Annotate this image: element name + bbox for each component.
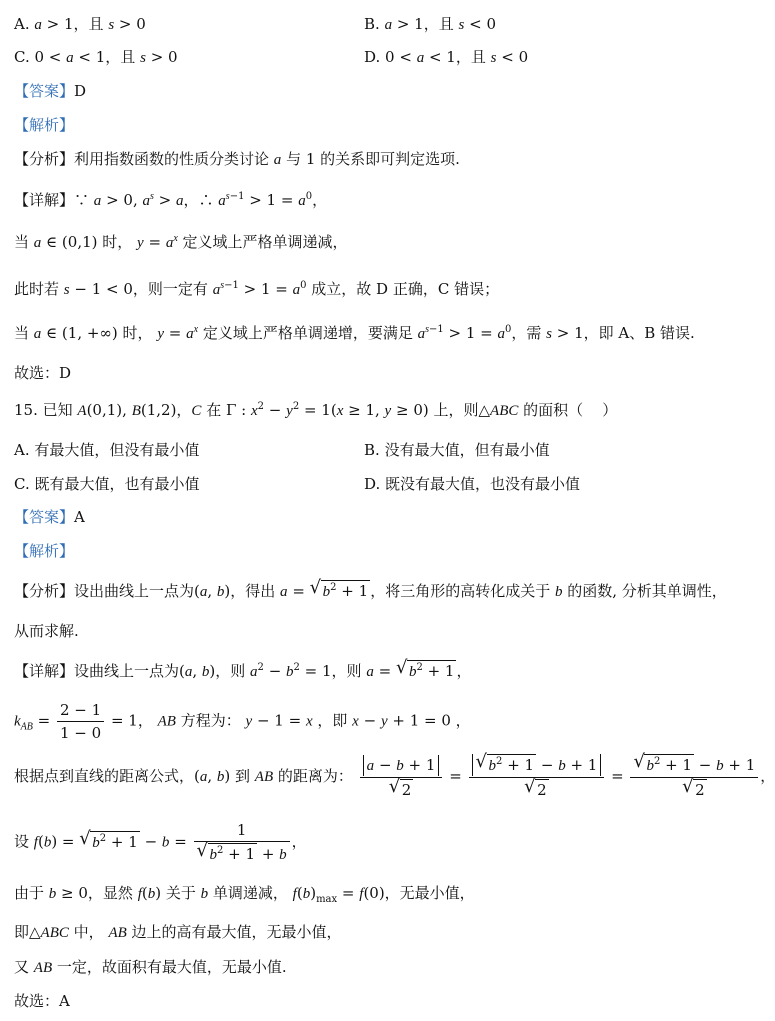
q14-option-b: B. a > 1，且 s < 0	[364, 15, 496, 33]
q14-fenxi: 【分析】利用指数函数的性质分类讨论 a 与 1 的关系即可判定选项.	[14, 150, 460, 168]
q15-detail-3: 根据点到直线的距离公式，(a, b) 到 AB 的距离为： a − b + 1 √ 2 = √ $b^2 + 1 - b + 1$ √ 2 = √ $b^2 + 1 - b + 1$ √ 2 ，	[14, 754, 775, 800]
q14-analysis-tag: 【解析】	[14, 116, 75, 134]
q15-detail-5: 由于 b ≥ 0，显然 f(b) 关于 b 单调递减， $f(b)_{max} = f(0)$，无最小值，	[14, 884, 475, 905]
q15-fenxi-2: 从而求解.	[14, 622, 79, 640]
q14-detail-1: 【详解】∵ a > 0, $a^s > a$，∴ $a^{s-1} > 1 = a^0$，	[14, 191, 328, 209]
q15-stem: 15. 已知 A(0,1), B(1,2)，C 在 Γ : $x^2 - y^2 = 1(x \ge 1$, y ≥ 0) 上，则△ABC 的面积（ ）	[14, 401, 618, 419]
q15-fenxi: 【分析】设出曲线上一点为(a, b)，得出 a = √ $b^2 + 1$ ，将三角形的高转化成关于 b 的函数, 分析其单调性，	[14, 580, 727, 602]
q14-detail-3: 此时若 s − 1 < 0，则一定有 $a^{s-1} > 1 = a^0$ 成立，故 D 正确，C 错误；	[14, 280, 500, 298]
q15-choose: 故选：A	[14, 992, 70, 1010]
q15-detail-2: $k_{AB}$ = $\frac{2 - 1}{1 - 0}$ = 1， AB 方程为： y − 1 = x ，即 x − y + 1 = 0 ，	[14, 701, 471, 742]
q15-analysis-tag: 【解析】	[14, 542, 75, 560]
q15-option-d: D. 既没有最大值，也没有最小值	[364, 475, 581, 493]
q15-detail-7: 又 AB 一定，故面积有最大值，无最小值.	[14, 958, 287, 976]
q14-option-d: D. 0 < a < 1，且 s < 0	[364, 48, 529, 66]
q14-option-a: A. a > 1，且 s > 0	[14, 15, 146, 33]
q15-option-b: B. 没有最大值，但有最小值	[364, 441, 550, 459]
q14-option-c: C. 0 < a < 1，且 s > 0	[14, 48, 178, 66]
q14-detail-2: 当 a ∈ (0,1) 时， $y = a^x$ 定义域上严格单调递减，	[14, 233, 348, 251]
q15-detail-6: 即△ABC 中， AB 边上的高有最大值，无最小值，	[14, 923, 342, 941]
answer-tag: 【答案】	[14, 82, 75, 100]
q15-detail-1: 【详解】设曲线上一点为(a, b)，则 $a^2 - b^2 = 1$，则 a = √ $b^2 + 1$ ，	[14, 660, 471, 682]
q14-detail-4: 当 a ∈ (1, +∞) 时， $y = a^x$ 定义域上严格单调递增，要满足 $a^{s-1} > 1 = a^0$，需 s > 1，即 A、B 错误.	[14, 324, 695, 342]
q15-option-c: C. 既有最大值，也有最小值	[14, 475, 200, 493]
q15-option-a: A. 有最大值，但没有最小值	[14, 441, 200, 459]
answer-tag: 【答案】	[14, 508, 75, 526]
q14-answer: 【答案】D	[14, 82, 87, 100]
q15-detail-4: 设 f(b) = √ $b^2 + 1 - b$ = 1 √ $b^2 + 1 + b$ ，	[14, 820, 307, 865]
q15-answer: 【答案】A	[14, 508, 85, 526]
q14-choose: 故选：D	[14, 364, 72, 382]
